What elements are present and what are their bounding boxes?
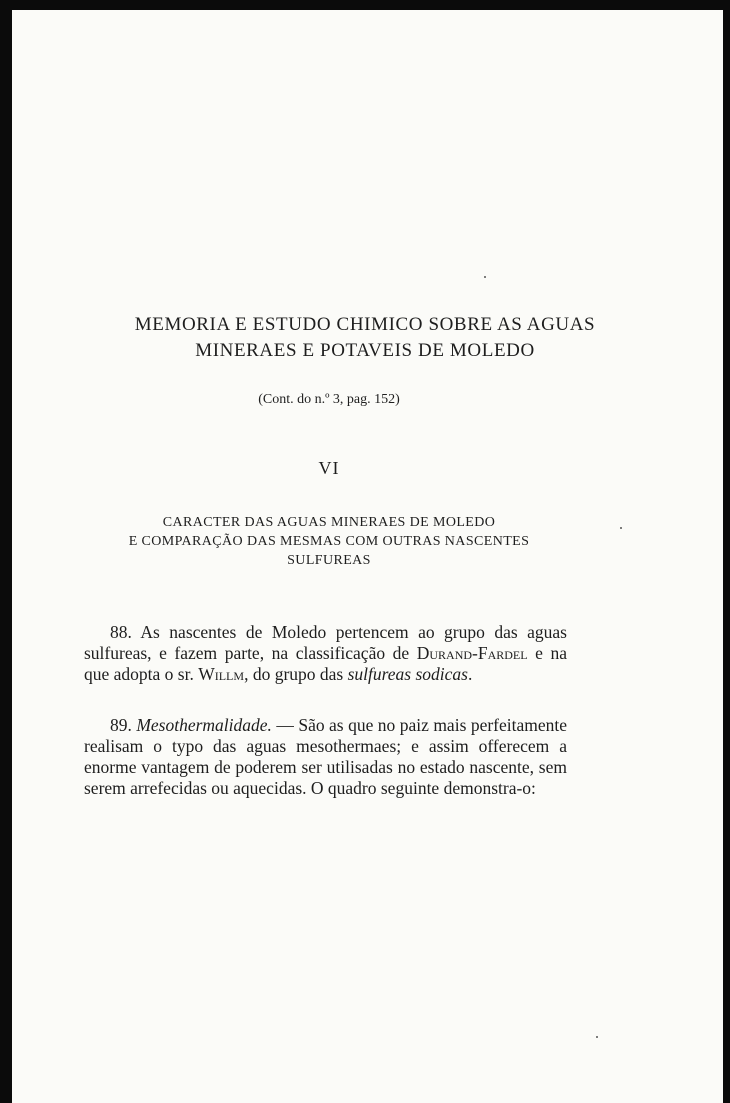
paragraph-88-number: 88. [110, 622, 132, 642]
italic-term: sulfureas sodicas [347, 664, 468, 684]
section-title-line2: E COMPARAÇÃO DAS MESMAS COM OUTRAS NASCENTES [128, 534, 530, 549]
article-title-line1: MEMORIA E ESTUDO CHIMICO SOBRE AS AGUAS [134, 314, 596, 335]
paragraph-88-end: . [468, 664, 473, 684]
paragraph-88 [84, 622, 567, 685]
speck [596, 1036, 598, 1038]
author-durand-fardel: Durand-Fardel [416, 643, 528, 663]
section-title [0, 513, 658, 570]
section-number: VI [318, 458, 340, 478]
paragraph-88-text1: As nascentes de Moledo pertencem ao grupo das aguas sulfureas, e fazem parte, na classificação de [84, 622, 567, 663]
section-title-line3: SULFUREAS [287, 553, 371, 568]
speck [484, 276, 486, 278]
paragraph-88-text2: e na que adopta o sr. [84, 643, 567, 684]
author-willm: Willm [198, 664, 245, 684]
paragraph-89-dash: — [271, 715, 299, 735]
article-title [0, 312, 730, 364]
paragraph-89-number: 89. [110, 715, 132, 735]
paragraph-89 [84, 715, 567, 799]
paragraph-89-heading: Mesothermalidade. [136, 715, 272, 735]
continuation-note: (Cont. do n.º 3, pag. 152) [258, 392, 400, 407]
paragraph-88-text3: , do grupo das [244, 664, 344, 684]
section-title-line1: CARACTER DAS AGUAS MINERAES DE MOLEDO [162, 515, 496, 530]
paragraph-89-text: São as que no paiz mais perfeitamente realisam o typo das aguas mesothermaes; e assim offerecem a enorme vantagem de poderem ser utilisadas no estado nascente, sem serem arrefecidas ou aquecidas. O quadro seguinte demonstra-o: [84, 715, 568, 798]
article-title-line2: MINERAES E POTAVEIS DE MOLEDO [195, 340, 535, 361]
